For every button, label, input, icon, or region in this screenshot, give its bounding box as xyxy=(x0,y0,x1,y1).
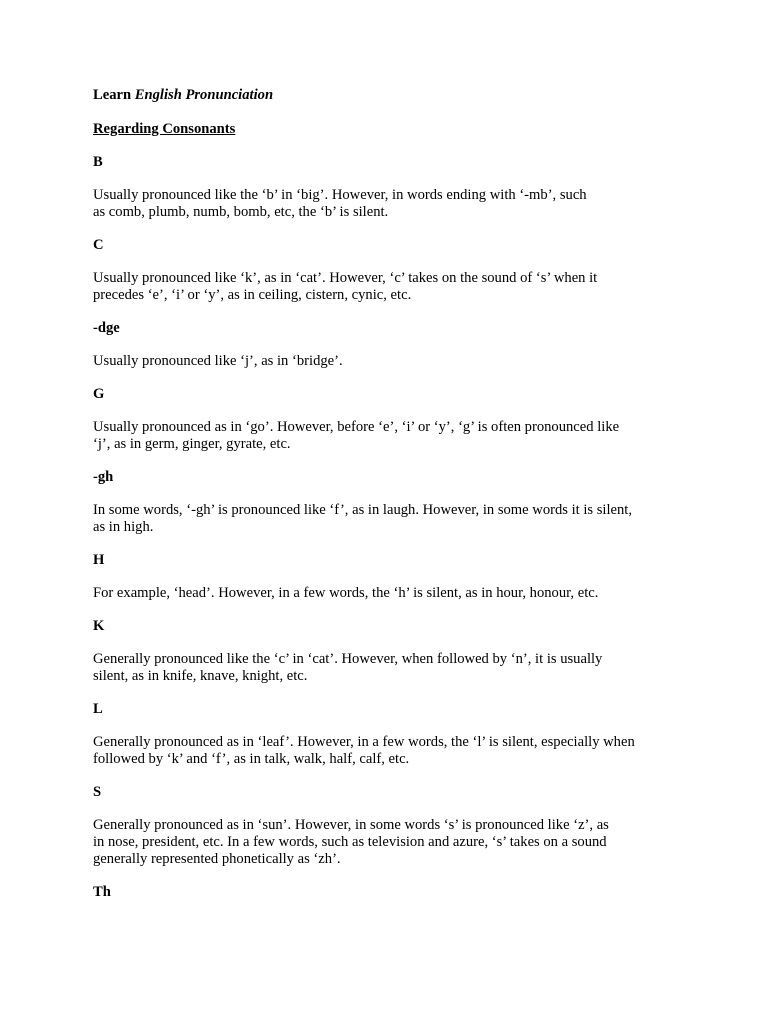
section-heading: H xyxy=(93,552,105,568)
section-text: Usually pronounced like the ‘b’ in ‘big’. However, in words ending with ‘-mb’, such as comb, plumb, numb, bomb, etc, the ‘b’ is silent. xyxy=(93,187,587,220)
section-heading: L xyxy=(93,701,103,717)
title-prefix: Learn xyxy=(93,87,132,103)
section-heading: -gh xyxy=(93,469,114,485)
section-heading: S xyxy=(93,784,102,800)
document-page xyxy=(93,87,703,901)
section-c xyxy=(93,237,703,304)
section-heading: -dge xyxy=(93,320,120,336)
section-text: For example, ‘head’. However, in a few words, the ‘h’ is silent, as in hour, honour, etc. xyxy=(93,585,599,601)
section-text: Usually pronounced like ‘j’, as in ‘bridge’. xyxy=(93,353,343,369)
section-text: Generally pronounced as in ‘leaf’. However, in a few words, the ‘l’ is silent, especially when followed by ‘k’ and ‘f’, as in talk, walk, half, calf, etc. xyxy=(93,734,635,767)
section-h xyxy=(93,552,703,602)
document-title xyxy=(93,87,703,105)
title-italic: English Pronunciation xyxy=(134,87,274,103)
section-heading: B xyxy=(93,154,103,170)
section-text: Usually pronounced as in ‘go’. However, before ‘e’, ‘i’ or ‘y’, ‘g’ is often pronounced like ‘j’, as in germ, ginger, gyrate, etc. xyxy=(93,419,620,452)
section-text: Generally pronounced like the ‘c’ in ‘cat’. However, when followed by ‘n’, it is usually silent, as in knife, knave, knight, etc. xyxy=(93,651,603,684)
section-subtitle: Regarding Consonants xyxy=(93,121,236,137)
section-gh xyxy=(93,469,703,536)
section-k xyxy=(93,618,703,685)
section-heading: C xyxy=(93,237,104,253)
section-th xyxy=(93,884,703,901)
section-l xyxy=(93,701,703,768)
section-heading: K xyxy=(93,618,105,634)
section-heading: Th xyxy=(93,884,111,900)
section-text: In some words, ‘-gh’ is pronounced like ‘f’, as in laugh. However, in some words it is silent, as in high. xyxy=(93,502,633,535)
section-text: Usually pronounced like ‘k’, as in ‘cat’. However, ‘c’ takes on the sound of ‘s’ when it precedes ‘e’, ‘i’ or ‘y’, as in ceiling, cistern, cynic, etc. xyxy=(93,270,598,303)
section-g xyxy=(93,386,703,453)
section-s xyxy=(93,784,703,868)
section-dge xyxy=(93,320,703,370)
section-text: Generally pronounced as in ‘sun’. However, in some words ‘s’ is pronounced like ‘z’, as in nose, president, etc. In a few words, such as television and azure, ‘s’ takes on a sound generally represented phonetically as ‘zh’. xyxy=(93,817,609,867)
section-heading: G xyxy=(93,386,105,402)
section-b xyxy=(93,154,703,221)
